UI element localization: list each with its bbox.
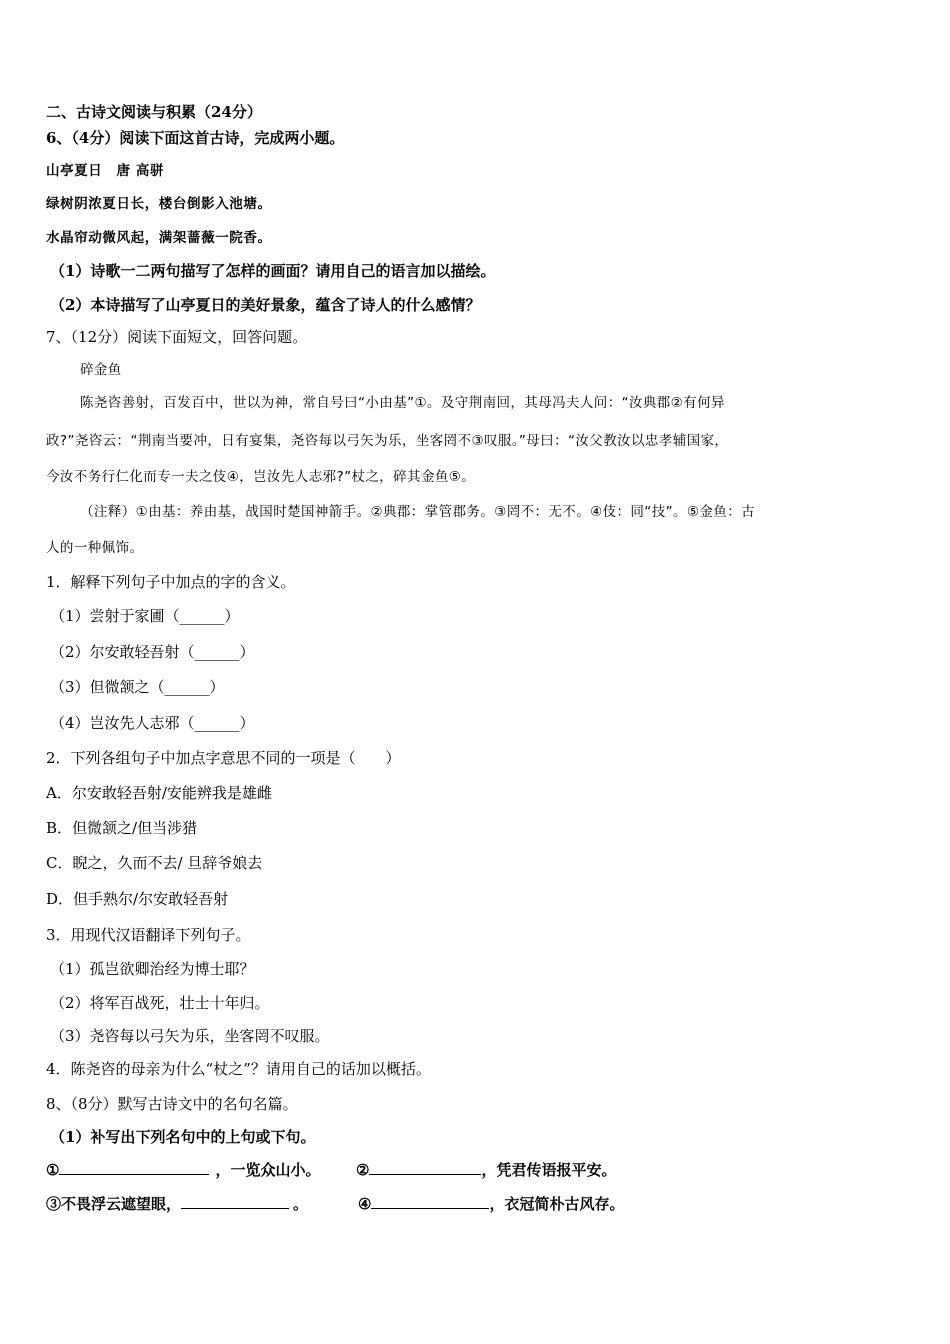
passage-title: 碎金鱼 [80, 362, 122, 378]
q6-sub-2: （2）本诗描写了山亭夏日的美好景象，蕴含了诗人的什么感情？ [50, 296, 481, 314]
q7-header: 7、（12分）阅读下面短文，回答问题。 [46, 328, 308, 346]
poem-line-2: 水晶帘动微风起，满架蔷薇一院香。 [46, 230, 272, 246]
item3-b: （2）将军百战死，壮士十年归。 [50, 994, 270, 1012]
poem-line-1: 绿树阴浓夏日长，楼台倒影入池塘。 [46, 196, 272, 212]
item1-b: （2）尔安敢轻吾射（______） [50, 643, 255, 661]
fill-blank-4: ④ ，衣冠简朴古风存。 [358, 1195, 625, 1213]
item3-a: （1）孤岂欲卿治经为博士耶？ [50, 960, 255, 978]
q8-sub-1: （1）补写出下列名句中的上句或下句。 [50, 1128, 316, 1146]
answer-blank-3[interactable] [181, 1194, 289, 1209]
fill-blank-3: ③不畏浮云遮望眼， 。 [46, 1195, 309, 1213]
poem-title: 山亭夏日 唐 高骈 [46, 163, 165, 179]
passage-line-1: 陈尧咨善射，百发百中，世以为神，常自号曰“小由基”①。及守荆南回，其母冯夫人问：“汝典郡②有何异 [80, 395, 725, 411]
answer-blank-4[interactable] [371, 1194, 489, 1209]
answer-blank-2[interactable] [369, 1160, 481, 1175]
item2-option-a: A．尔安敢轻吾射/安能辨我是雄雌 [46, 784, 272, 802]
fill-blank-2: ② ，凭君传语报平安。 [356, 1161, 617, 1179]
q6-header: 6、（4分）阅读下面这首古诗，完成两小题。 [46, 129, 345, 147]
item2-stem: 2．下列各组句子中加点字意思不同的一项是（ ） [46, 749, 401, 767]
answer-blank-1[interactable] [59, 1160, 209, 1175]
item1-d: （4）岂汝先人志邪（______） [50, 714, 255, 732]
passage-line-2: 政?”尧咨云：“荆南当要冲，日有宴集，尧咨每以弓矢为乐，坐客罔不③叹服。”母曰：“汝父教汝以忠孝辅国家， [46, 433, 729, 449]
item1-c: （3）但微颔之（______） [50, 678, 225, 696]
item1-a: （1）尝射于家圃（______） [50, 607, 240, 625]
item2-option-c: C．睨之，久而不去/ 旦辞爷娘去 [46, 854, 263, 872]
item3-c: （3）尧咨每以弓矢为乐，坐客罔不叹服。 [50, 1027, 330, 1045]
fill-blank-1: ① ，一览众山小。 [46, 1161, 321, 1179]
passage-line-3: 今汝不务行仁化而专一夫之伎④，岂汝先人志邪?”杖之，碎其金鱼⑤。 [46, 469, 476, 485]
item2-option-d: D．但手熟尔/尔安敢轻吾射 [46, 890, 229, 908]
item4-stem: 4．陈尧咨的母亲为什么“杖之”？请用自己的话加以概括。 [46, 1060, 431, 1078]
section-title: 二、古诗文阅读与积累（24分） [46, 103, 262, 121]
note-line-1: （注释）①由基：养由基，战国时楚国神箭手。②典郡：掌管郡务。③罔不：无不。④伎：同“技”。⑤金鱼：古 [80, 504, 755, 520]
note-line-2: 人的一种佩饰。 [46, 540, 144, 556]
q8-header: 8、（8分）默写古诗文中的名句名篇。 [46, 1095, 298, 1113]
item2-option-b: B．但微颔之/但当涉猎 [46, 819, 198, 837]
q6-sub-1: （1）诗歌一二两句描写了怎样的画面？请用自己的语言加以描绘。 [50, 262, 496, 280]
item3-stem: 3．用现代汉语翻译下列句子。 [46, 926, 251, 944]
item1-stem: 1．解释下列句子中加点的字的含义。 [46, 573, 296, 591]
